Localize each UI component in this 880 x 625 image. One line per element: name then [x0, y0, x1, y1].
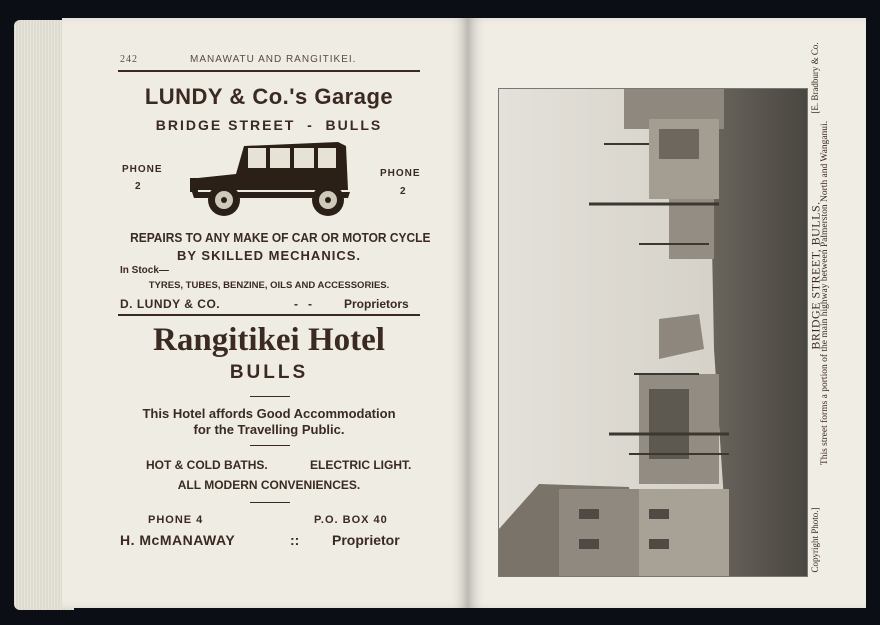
repairs-line-2: BY SKILLED MECHANICS.	[177, 248, 361, 263]
accommodation-line-1: This Hotel affords Good Accommodation	[142, 406, 396, 421]
right-page	[468, 18, 866, 608]
page-number: 242	[120, 54, 138, 65]
car-illustration	[188, 138, 354, 222]
hotel-owner: H. McMANAWAY	[120, 532, 236, 548]
hot-cold-baths: HOT & COLD BATHS.	[146, 458, 268, 472]
hotel-town: BULLS	[229, 362, 309, 383]
street-photo-image	[499, 89, 807, 576]
garage-address: BRIDGE STREET - BULLS	[155, 117, 383, 133]
running-header: MANAWATU AND RANGITIKEI.	[190, 54, 357, 65]
garage-proprietor-name: D. LUNDY & CO.	[120, 297, 221, 311]
stock-items: TYRES, TUBES, BENZINE, OILS AND ACCESSORIES.	[148, 280, 390, 291]
short-rule-2	[250, 445, 290, 446]
electric-light: ELECTRIC LIGHT.	[310, 458, 412, 472]
header-rule	[118, 70, 420, 72]
in-stock-label: In Stock—	[120, 265, 169, 276]
ad-divider	[118, 314, 420, 316]
phone-right-number: 2	[400, 186, 406, 197]
modern-conveniences: ALL MODERN CONVENIENCES.	[177, 478, 361, 492]
repairs-line-1: REPAIRS TO ANY MAKE OF CAR OR MOTOR CYCLE	[130, 230, 431, 245]
photographer-credit: [E. Bradbury & Co.	[810, 42, 820, 114]
hotel-po-box: P.O. BOX 40	[314, 514, 388, 526]
owner-separator: ::	[290, 532, 300, 548]
garage-title: LUNDY & Co.'s Garage	[144, 84, 394, 109]
hotel-title: Rangitikei Hotel	[153, 322, 385, 358]
left-page	[62, 18, 468, 608]
photo-caption-text: This street forms a portion of the main highway between Palmerston North and Wanganui.	[820, 120, 830, 466]
accommodation-line-2: for the Travelling Public.	[193, 422, 345, 437]
hotel-owner-label: Proprietor	[332, 532, 400, 548]
short-rule-1	[250, 396, 290, 397]
phone-left-number: 2	[135, 181, 141, 192]
copyright-note: Copyright Photo.]	[810, 507, 820, 573]
phone-right-label: PHONE	[380, 168, 421, 179]
phone-left-label: PHONE	[122, 164, 163, 175]
street-photo	[498, 88, 808, 577]
short-rule-3	[250, 502, 290, 503]
garage-dashes: - -	[294, 297, 312, 311]
hotel-phone: PHONE 4	[148, 514, 204, 526]
garage-proprietor-label: Proprietors	[344, 297, 409, 311]
photo-caption-title: BRIDGE STREET, BULLS.	[808, 201, 823, 350]
